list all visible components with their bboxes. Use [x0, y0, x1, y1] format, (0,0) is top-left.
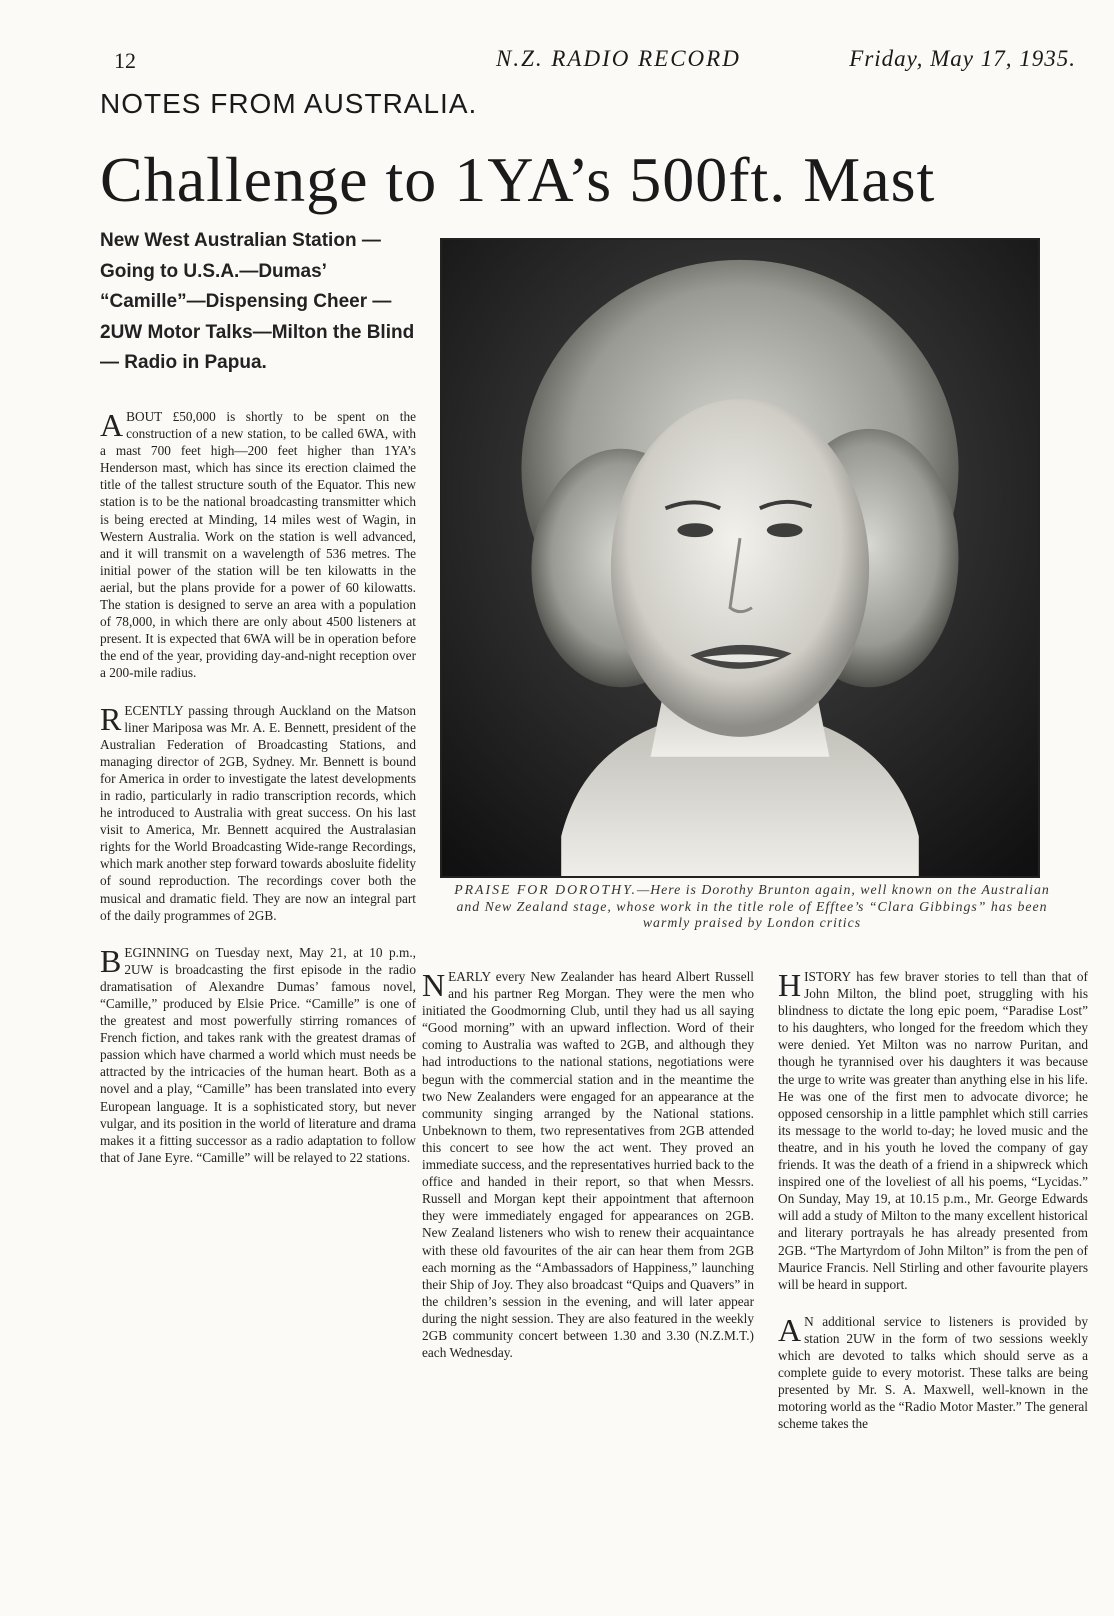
portrait-photo — [440, 238, 1040, 878]
paragraph-bennett: RECENTLY passing through Auckland on the Matson liner Mariposa was Mr. A. E. Bennett, president of the Australian Federation of Broadcasting Stations, and managing director of 2GB, Sydney. Mr. Bennett is bound for America in order to investigate the latest developments in radio, particularly in radio transcription records, which he introduced to Australia with great success. On his last visit to America, Mr. Bennett acquired the Australasian rights for the World Broadcasting Wide-range Recordings, which mark another step forward towards abosluite fidelity of sound reproduction. The recordings cover both the musical and dramatic field. They are now an integral part of the daily programmes of 2GB. — [100, 700, 416, 923]
caption-text: —Here is Dorothy Brunton again, well known on the Australian and New Zealand stage, whose work in the title role of Efftee’s “Clara Gibbings” has been warmly praised by London critics — [456, 882, 1050, 931]
paragraph-camille: BEGINNING on Tuesday next, May 21, at 10 p.m., 2UW is broadcasting the first episode in the radio dramatisation of Alexandre Dumas’ famous novel, “Camille,” produced by Elsie Price. “Camille” is one of the greatest and most powerfully stirring romances of French fiction, and takes rank with the greatest dramas of passion which have charmed a world which must needs be attracted by the intricacies of the human heart. Both as a novel and a play, “Camille” has been translated into every European language. It is a sophisticated story, but never vulgar, and its position in the world of literature and drama makes it a fitting successor as a radio adaptation to follow that of Jane Eyre. “Camille” will be relayed to 22 stations. — [100, 942, 416, 1165]
issue-date: Friday, May 17, 1935. — [849, 46, 1076, 71]
headline: Challenge to 1YA’s 500ft. Mast — [100, 144, 936, 215]
portrait-image — [442, 240, 1038, 876]
section-title: NOTES FROM AUSTRALIA. — [100, 88, 478, 119]
paragraph-milton: HISTORY has few braver stories to tell than that of John Milton, the blind poet, struggling with his blindness to dictate the long epic poem, “Paradise Lost” to his daughters, who longed for the freedom which they were denied. Yet Milton was no narrow Puritan, and though he tyrannised over his daughters it was because the urge to write was greater than anything else in his life. He was one of the first men to advocate divorce; he opposed censorship in a little pamphlet which still carries its message to the world to-day; he loved music and the theatre, and in his youth he loved the company of gay friends. It was the death of a friend in a shipwreck which inspired one of the loveliest of all his poems, “Lycidas.” On Sunday, May 19, at 10.15 p.m., Mr. George Edwards will add a study of Milton to the many excellent historical and literary portrayals he has already presented from 2GB. “The Martyrdom of John Milton” is from the pen of Maurice Francis. Nell Stirling and other favourite players will be heard in support. — [778, 967, 1088, 1292]
paragraph-russell-morgan: NEARLY every New Zealander has heard Albert Russell and his partner Reg Morgan. They were the men who initiated the Goodmorning Club, until they had us all saying “Good morning” with an upward inflection. Word of their coming to Australia was wafted to 2GB, and although they had introductions to the national stations, negotiations were begun with the commercial station and in the meantime the two New Zealanders were engaged for an appearance at the community singing arranged by the National stations. Unbeknown to them, two representatives from 2GB attended this concert to see how the act went. They proved an immediate success, and the representatives hurried back to the office and handed in their report, so that when Messrs. Russell and Morgan kept their appointment that afternoon they were immediately engaged for appearances on 2GB. New Zealand listeners who wish to renew their acquaintance with these old favourites of the air can hear them from 2GB each morning as the “Ambassadors of Happiness,” launching their Ship of Joy. They also broadcast “Quips and Quavers” in the children’s session in the evening, and will later appear during the night session. They are also featured in the weekly 2GB community concert between 1.30 and 3.30 (N.Z.M.T.) each Wednesday. — [422, 967, 754, 1361]
subheadline-deck: New West Australian Station —Going to U.S.A.—Dumas’ “Camille”—Dispensing Cheer —2UW Motor Talks—Milton the Blind — Radio in Papua. — [100, 230, 415, 373]
column-3 — [778, 968, 1088, 1432]
page-header — [40, 44, 1076, 78]
caption-lead: PRAISE FOR DOROTHY. — [454, 882, 637, 897]
journal-title: N.Z. RADIO RECORD — [496, 46, 741, 71]
paragraph-6wa-station: ABOUT £50,000 is shortly to be spent on the construction of a new station, to be called 6WA, with a mast 700 feet high—200 feet higher than 1YA’s Henderson mast, which has since its erection claimed the title of the tallest structure south of the Equator. This new station is to be the national broadcasting transmitter which is being erected at Minding, 14 miles west of Wagin, in Western Australia. Work on the station is well advanced, and it will transmit on a wavelength of 536 metres. The initial power of the station will be ten kilowatts in the aerial, but the plans provide for a power of 60 kilowatts. The station is designed to serve an area with a population of 78,000, in which there are only about 4500 listeners at present. It is expected that 6WA will be in operation before the end of the year, providing day-and-night reception over a 200-mile radius. — [100, 407, 416, 681]
column-2 — [422, 968, 754, 1361]
page-number: 12 — [114, 48, 136, 73]
column-1 — [100, 408, 416, 1166]
paragraph-motor-talks: AN additional service to listeners is provided by station 2UW in the form of two sessions weekly which are devoted to talks which should serve as a complete guide to every motorist. These talks are being presented by Mr. S. A. Maxwell, well-known in the motoring world as the “Radio Motor Master.” The general scheme takes the — [778, 1311, 1088, 1432]
photo-caption — [442, 882, 1062, 932]
